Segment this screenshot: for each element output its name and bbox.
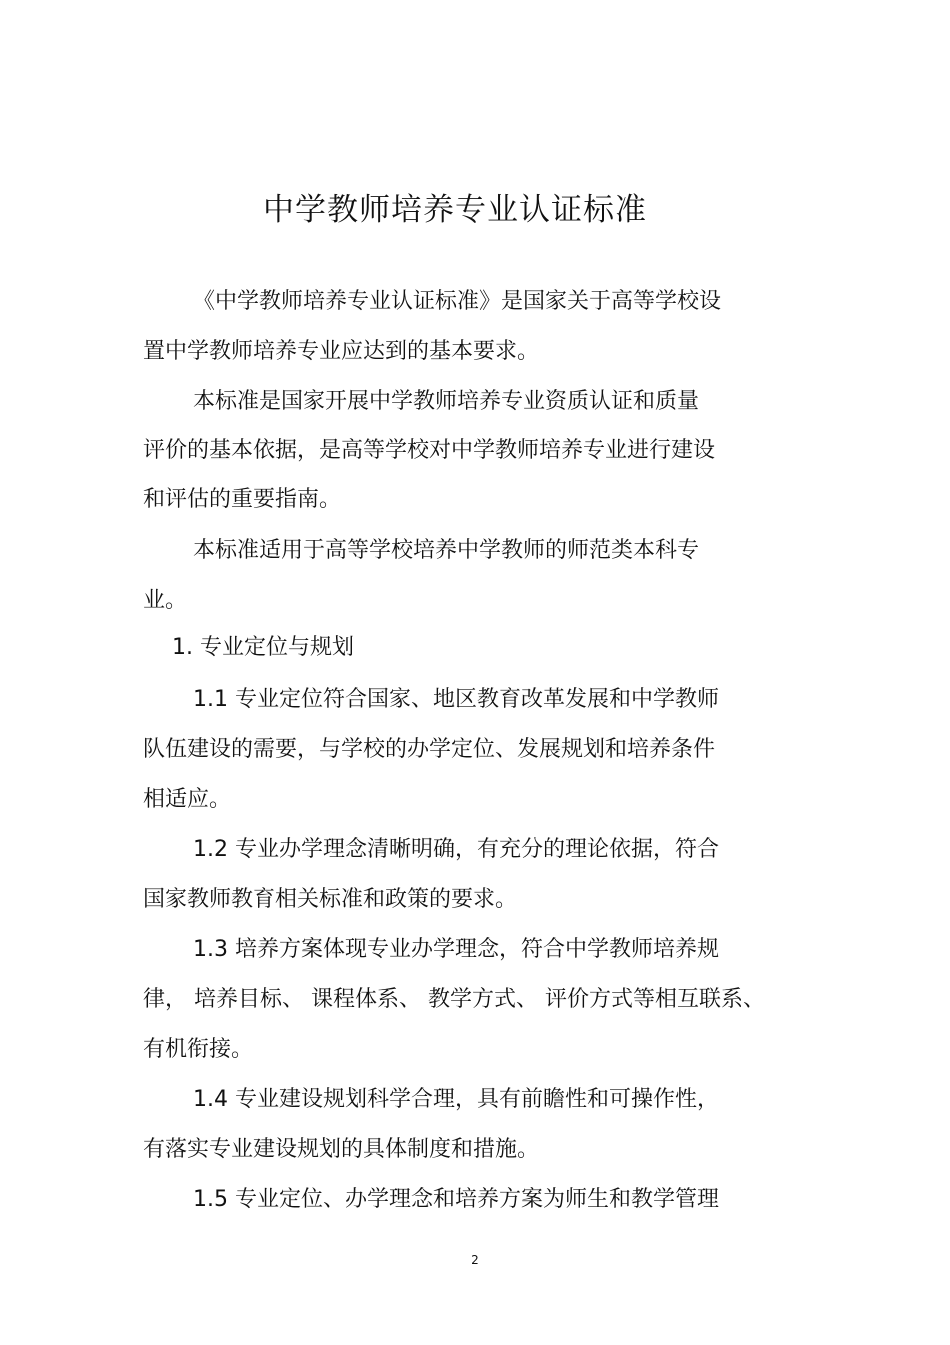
item-1-1-line-2: 队伍建设的需要，与学校的办学定位、发展规划和培养条件 xyxy=(143,737,716,762)
item-1-4-line-2: 有落实专业建设规划的具体制度和措施。 xyxy=(143,1137,540,1162)
paragraph-basis-line-3: 和评估的重要指南。 xyxy=(143,487,342,512)
item-1-1-line-1: 1.1 专业定位符合国家、地区教育改革发展和中学教师 xyxy=(193,687,719,712)
paragraph-scope-line-1: 本标准适用于高等学校培养中学教师的师范类本科专 xyxy=(193,538,700,563)
document-title: 中学教师培养专业认证标准 xyxy=(263,192,647,228)
paragraph-intro-line-2: 置中学教师培养专业应达到的基本要求。 xyxy=(143,339,540,364)
item-1-5-line-1: 1.5 专业定位、办学理念和培养方案为师生和教学管理 xyxy=(193,1187,719,1212)
item-1-1-line-3: 相适应。 xyxy=(143,787,232,812)
section-heading-1: 1. 专业定位与规划 xyxy=(172,635,354,660)
item-1-3-line-3: 有机衔接。 xyxy=(143,1037,254,1062)
paragraph-scope-line-2: 业。 xyxy=(143,588,188,613)
paragraph-basis-line-2: 评价的基本依据，是高等学校对中学教师培养专业进行建设 xyxy=(143,438,716,463)
page-number: 2 xyxy=(471,1253,479,1267)
item-1-2-line-1: 1.2 专业办学理念清晰明确，有充分的理论依据，符合 xyxy=(193,837,719,862)
item-1-3-line-1: 1.3 培养方案体现专业办学理念，符合中学教师培养规 xyxy=(193,937,719,962)
paragraph-intro-line-1: 《中学教师培养专业认证标准》是国家关于高等学校设 xyxy=(193,289,722,314)
item-1-4-line-1: 1.4 专业建设规划科学合理，具有前瞻性和可操作性， xyxy=(193,1087,719,1112)
paragraph-basis-line-1: 本标准是国家开展中学教师培养专业资质认证和质量 xyxy=(193,389,700,414)
item-1-3-line-2: 律， 培养目标、 课程体系、 教学方式、 评价方式等相互联系、 xyxy=(143,987,765,1012)
item-1-2-line-2: 国家教师教育相关标准和政策的要求。 xyxy=(143,887,518,912)
